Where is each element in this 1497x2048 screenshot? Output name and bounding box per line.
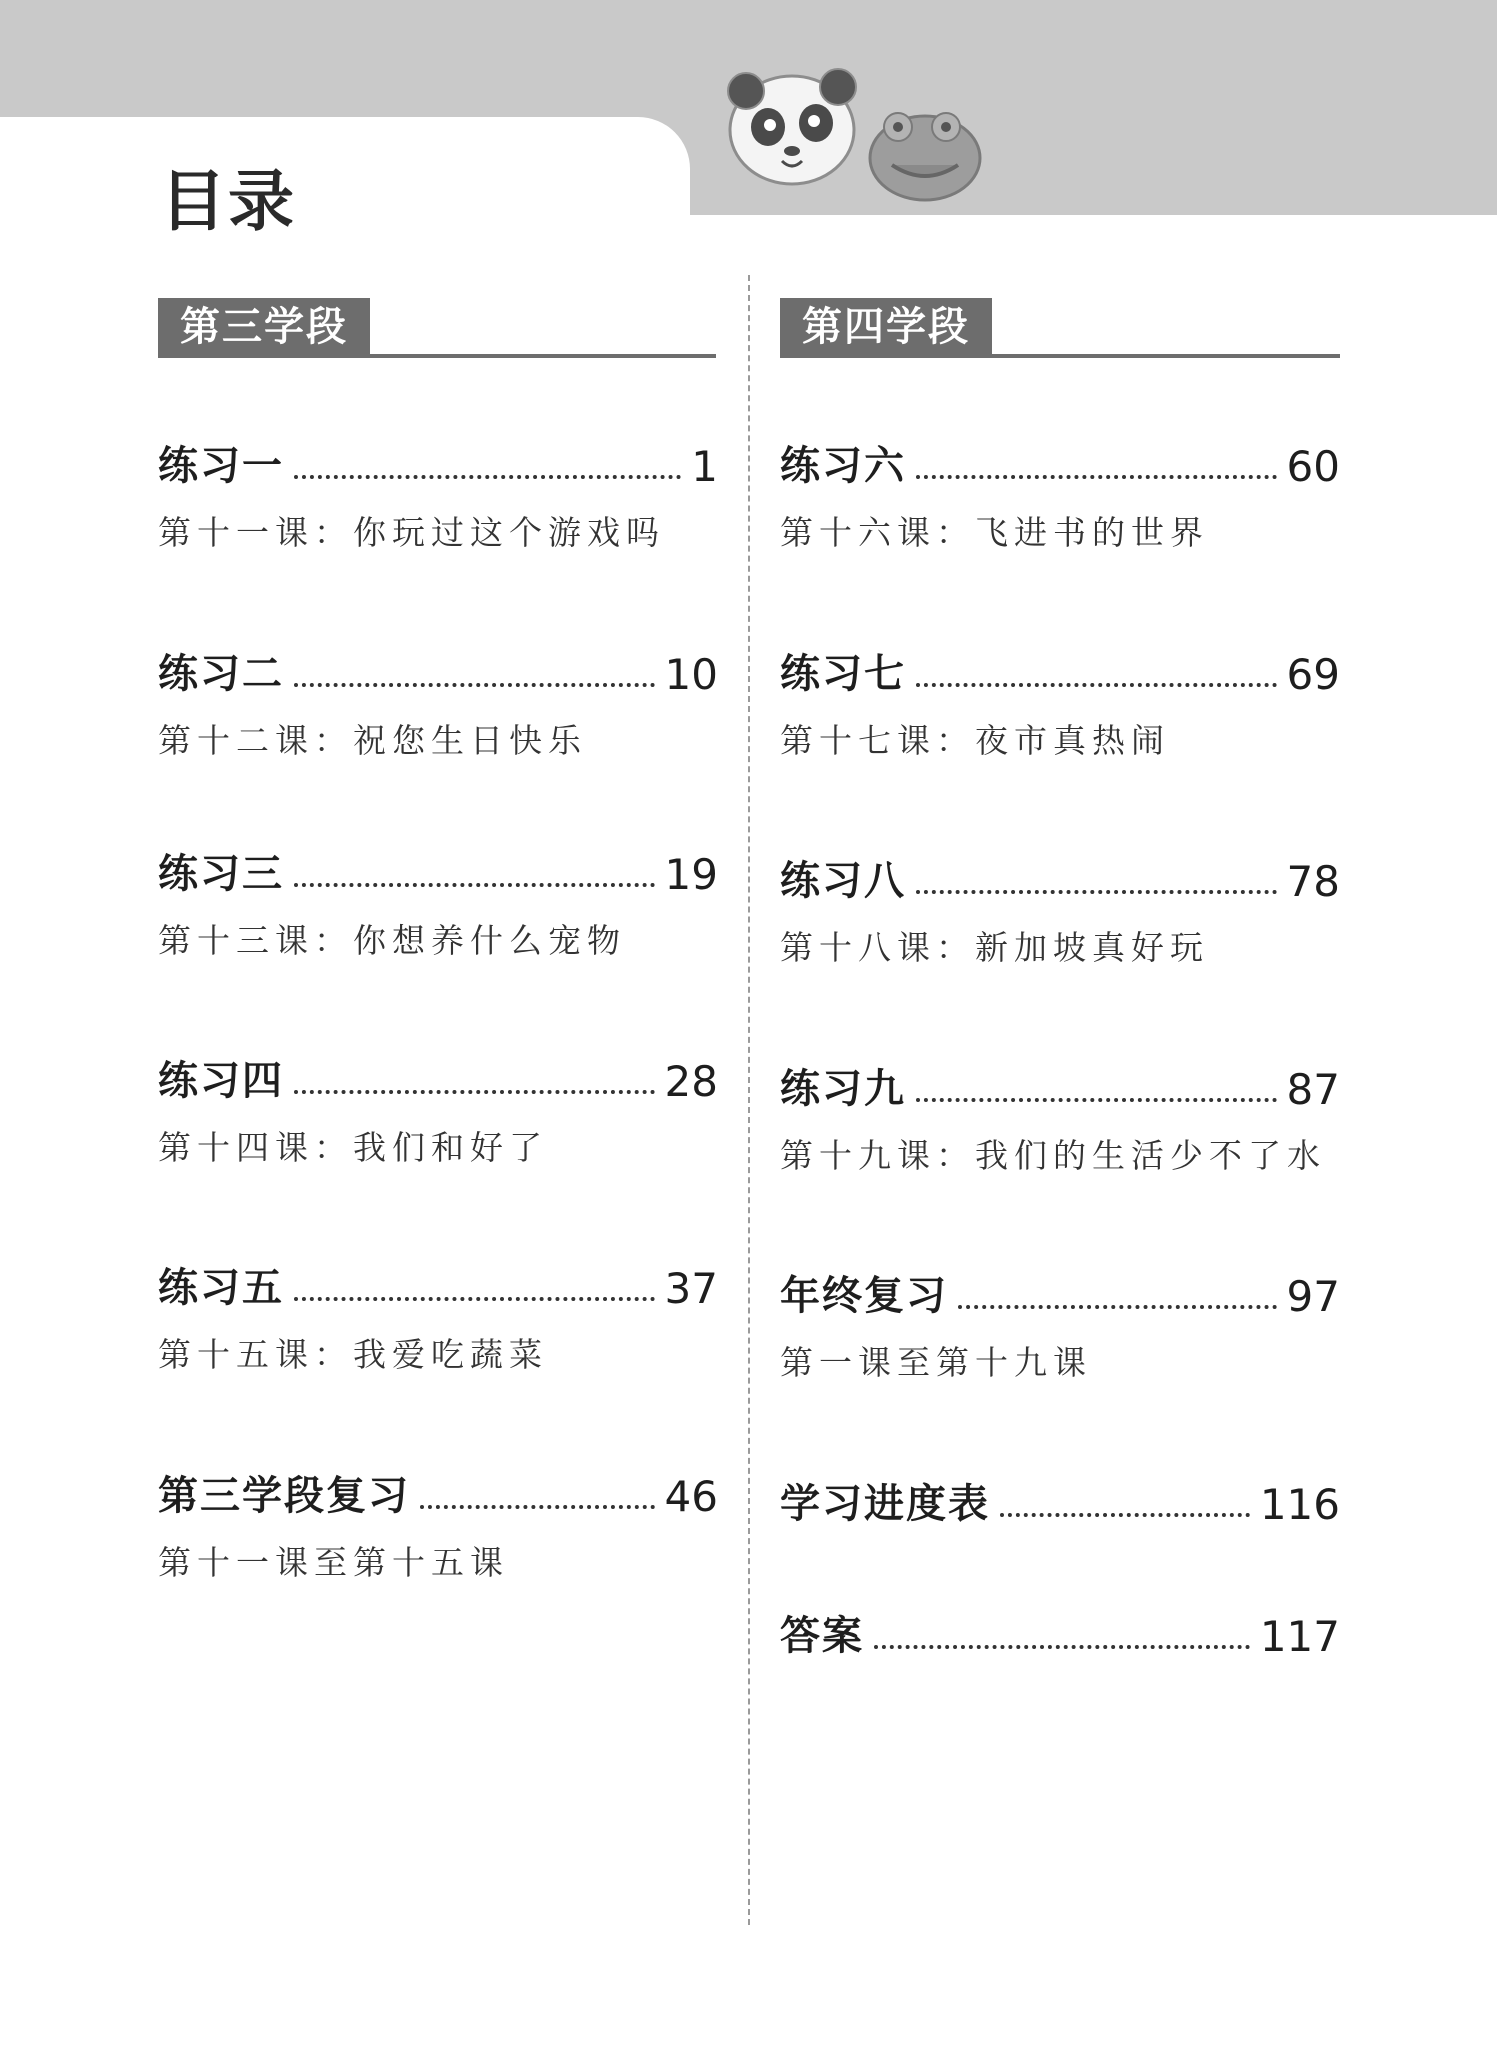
entry-subtitle: 第十九课：我们的生活少不了水 — [780, 1136, 1326, 1175]
section-rule — [780, 354, 1340, 358]
entry-title: 练习四 — [158, 1058, 284, 1104]
column-divider — [748, 275, 750, 1925]
entry-page: 69 — [1286, 650, 1340, 699]
mascot-illustration — [720, 65, 1000, 215]
section-header-right — [780, 298, 1340, 358]
toc-entry[interactable] — [780, 850, 1340, 969]
toc-entry[interactable] — [158, 1465, 718, 1584]
dot-leader — [294, 475, 681, 479]
toc-entry[interactable] — [780, 1473, 1340, 1529]
entry-page: 1 — [691, 442, 718, 491]
toc-entry[interactable] — [780, 1058, 1340, 1177]
entry-title: 答案 — [780, 1613, 864, 1659]
entry-title: 练习八 — [780, 858, 906, 904]
toc-entry[interactable] — [158, 435, 718, 554]
section-label: 第三学段 — [158, 298, 370, 356]
section-label: 第四学段 — [780, 298, 992, 356]
entry-title: 练习二 — [158, 651, 284, 697]
entry-title: 第三学段复习 — [158, 1473, 410, 1519]
entry-subtitle: 第十七课：夜市真热闹 — [780, 721, 1170, 760]
dot-leader — [874, 1645, 1250, 1649]
section-rule — [158, 354, 716, 358]
entry-subtitle: 第十一课至第十五课 — [158, 1543, 509, 1582]
entry-subtitle: 第一课至第十九课 — [780, 1343, 1092, 1382]
entry-page: 87 — [1286, 1065, 1340, 1114]
dot-leader — [294, 1090, 655, 1094]
entry-title: 练习六 — [780, 443, 906, 489]
entry-title: 练习三 — [158, 851, 284, 897]
entry-title: 学习进度表 — [780, 1481, 990, 1527]
toc-entry[interactable] — [780, 643, 1340, 762]
section-header-left — [158, 298, 716, 358]
page-title: 目录 — [160, 163, 296, 240]
entry-page: 28 — [664, 1057, 718, 1106]
entry-page: 10 — [664, 650, 718, 699]
toc-entry[interactable] — [158, 643, 718, 762]
dot-leader — [958, 1305, 1277, 1309]
frog-icon — [870, 113, 980, 200]
entry-subtitle: 第十三课：你想养什么宠物 — [158, 921, 626, 960]
dot-leader — [916, 683, 1277, 687]
dot-leader — [916, 890, 1277, 894]
toc-entry[interactable] — [158, 1050, 718, 1169]
entry-page: 117 — [1259, 1612, 1340, 1661]
entry-page: 60 — [1286, 442, 1340, 491]
entry-page: 116 — [1259, 1480, 1340, 1529]
entry-page: 46 — [664, 1472, 718, 1521]
entry-subtitle: 第十八课：新加坡真好玩 — [780, 928, 1209, 967]
entry-page: 19 — [664, 850, 718, 899]
toc-entry[interactable] — [158, 843, 718, 962]
toc-entry[interactable] — [158, 1257, 718, 1376]
entry-title: 年终复习 — [780, 1273, 948, 1319]
entry-title: 练习九 — [780, 1066, 906, 1112]
entry-subtitle: 第十二课：祝您生日快乐 — [158, 721, 587, 760]
toc-entry[interactable] — [780, 1605, 1340, 1661]
entry-page: 37 — [664, 1264, 718, 1313]
entry-subtitle: 第十六课：飞进书的世界 — [780, 513, 1209, 552]
dot-leader — [294, 883, 655, 887]
dot-leader — [1000, 1513, 1250, 1517]
toc-entry[interactable] — [780, 1265, 1340, 1384]
entry-subtitle: 第十一课：你玩过这个游戏吗 — [158, 513, 665, 552]
entry-title: 练习五 — [158, 1265, 284, 1311]
dot-leader — [294, 1297, 655, 1301]
entry-title: 练习一 — [158, 443, 284, 489]
dot-leader — [916, 475, 1277, 479]
dot-leader — [916, 1098, 1277, 1102]
panda-icon — [728, 69, 856, 184]
entry-subtitle: 第十五课：我爱吃蔬菜 — [158, 1335, 548, 1374]
entry-page: 78 — [1286, 857, 1340, 906]
dot-leader — [420, 1505, 655, 1509]
title-tab — [0, 117, 690, 257]
dot-leader — [294, 683, 655, 687]
entry-page: 97 — [1286, 1272, 1340, 1321]
toc-entry[interactable] — [780, 435, 1340, 554]
entry-title: 练习七 — [780, 651, 906, 697]
entry-subtitle: 第十四课：我们和好了 — [158, 1128, 548, 1167]
